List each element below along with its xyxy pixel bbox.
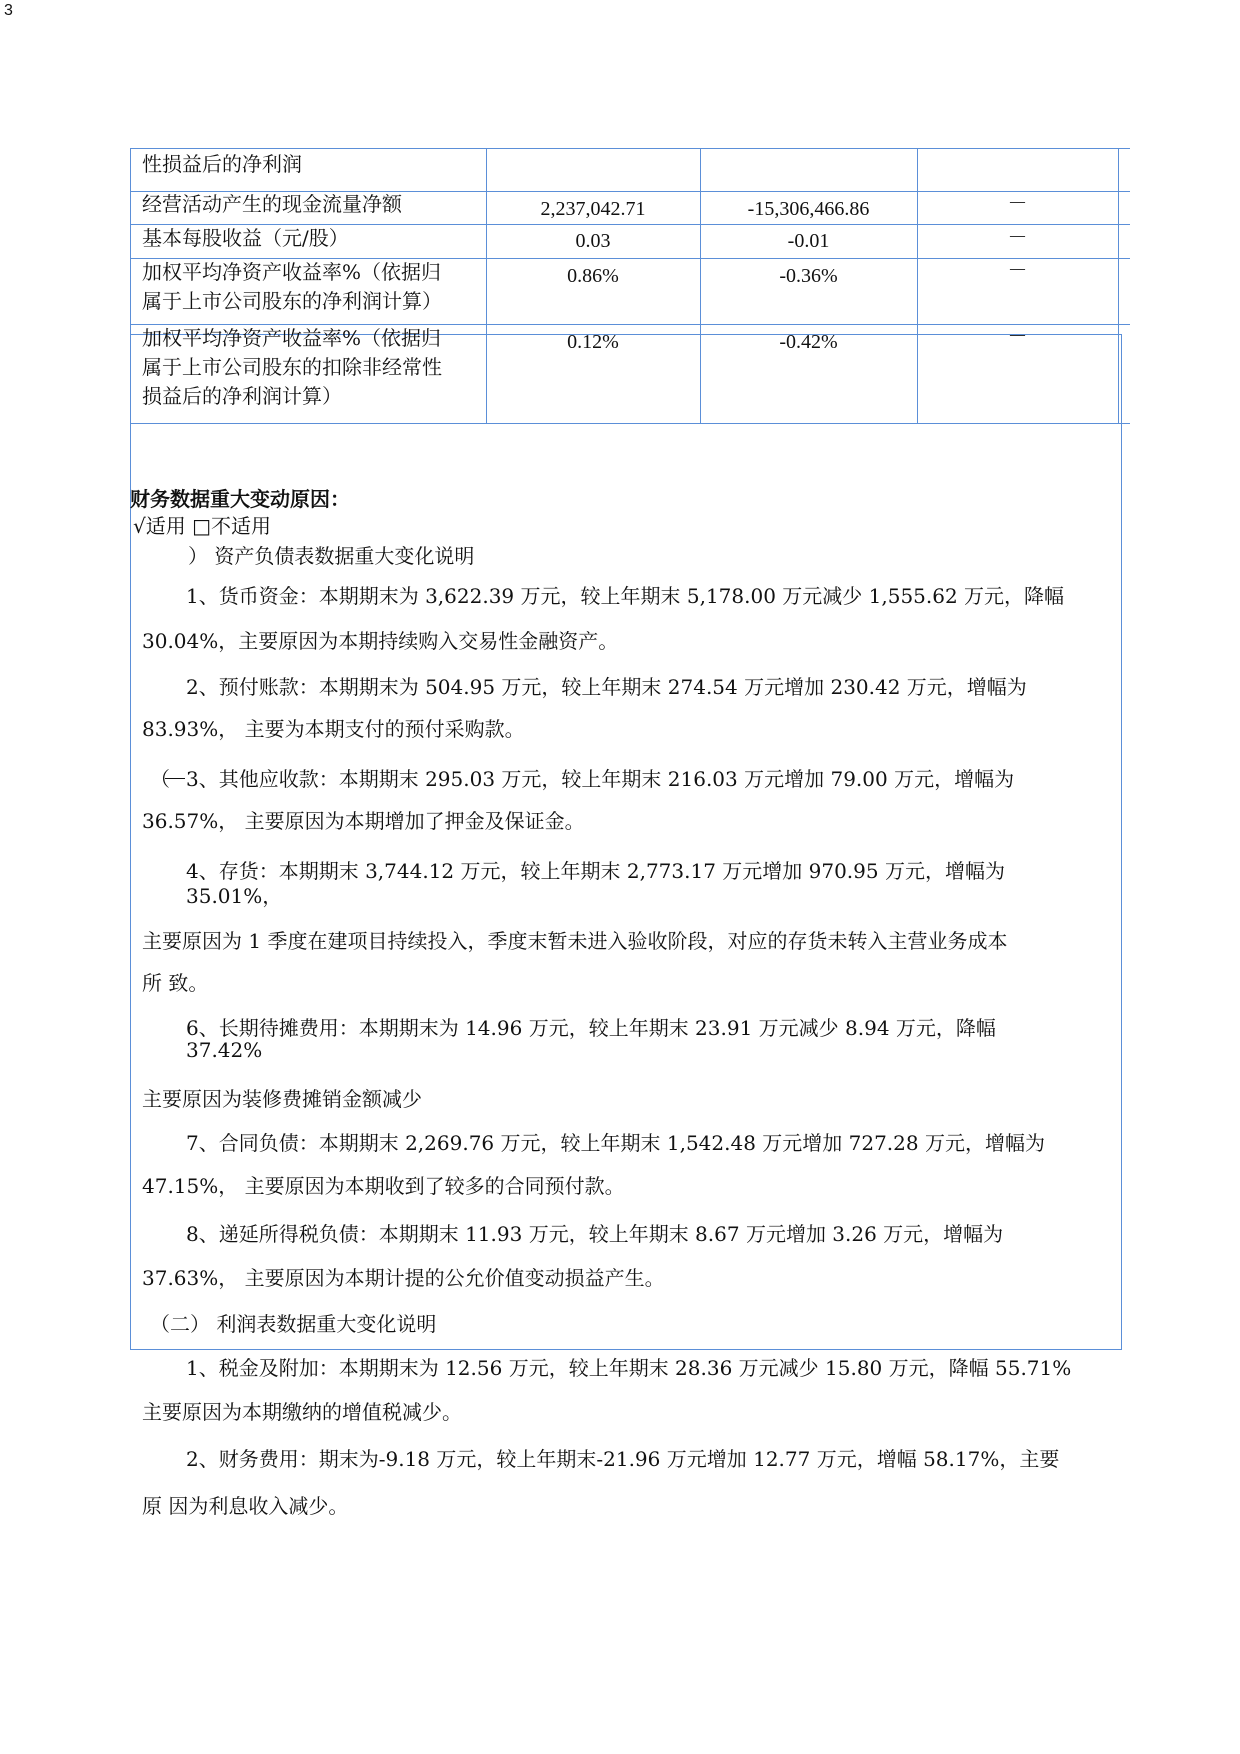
item-line: 6、长期待摊费用：本期期末为 14.96 万元，较上年期末 23.91 万元减少 8.94 万元，降幅 bbox=[186, 1016, 996, 1040]
cell-current: 0.86% bbox=[567, 265, 619, 287]
item-line: 主要原因为 1 季度在建项目持续投入，季度末暂未进入验收阶段，对应的存货未转入主营业务成本 bbox=[142, 929, 1008, 953]
row-label: 加权平均净资产收益率%（依据归 bbox=[142, 260, 442, 284]
cell-current: 0.03 bbox=[575, 230, 611, 252]
item-line: 1、货币资金：本期期末为 3,622.39 万元，较上年期末 5,178.00 万元减少 1,555.62 万元，降幅 bbox=[186, 584, 1065, 608]
row-label: 经营活动产生的现金流量净额 bbox=[142, 192, 402, 216]
dash-mark bbox=[165, 778, 185, 779]
item-line: 83.93%， 主要为本期支付的预付采购款。 bbox=[142, 717, 525, 741]
item-line: 主要原因为装修费摊销金额减少 bbox=[142, 1087, 422, 1111]
cell-change: － bbox=[1007, 227, 1028, 249]
item-prefix: （ bbox=[150, 767, 170, 791]
row-label: 属于上市公司股东的扣除非经常性 bbox=[142, 355, 442, 379]
row-label: 基本每股收益（元/股） bbox=[142, 226, 349, 250]
item-line: 2、财务费用：期末为-9.18 万元，较上年期末-21.96 万元增加 12.77 万元，增幅 58.17%，主要 bbox=[186, 1447, 1060, 1471]
section-heading: 财务数据重大变动原因： bbox=[130, 487, 350, 511]
item-line: 主要原因为本期缴纳的增值税减少。 bbox=[142, 1400, 462, 1424]
item-line: 8、递延所得税负债：本期期末 11.93 万元，较上年期末 8.67 万元增加 3.26 万元，增幅为 bbox=[186, 1222, 1004, 1246]
item-line: 37.42% bbox=[186, 1038, 263, 1062]
cell-previous: -0.36% bbox=[779, 265, 838, 287]
row-label: 性损益后的净利润 bbox=[142, 152, 302, 176]
cell-previous: -0.01 bbox=[787, 230, 830, 252]
cell-change: － bbox=[1007, 326, 1028, 348]
subsection-title-balance-sheet: ） 资产负债表数据重大变化说明 bbox=[188, 544, 475, 568]
cell-previous: -15,306,466.86 bbox=[747, 198, 870, 220]
cell-change: － bbox=[1007, 260, 1028, 282]
subsection-title-income: （二） 利润表数据重大变化说明 bbox=[150, 1312, 437, 1336]
page-number: 3 bbox=[4, 2, 13, 19]
row-label: 加权平均净资产收益率%（依据归 bbox=[142, 326, 442, 350]
cell-change: － bbox=[1007, 193, 1028, 215]
item-line: 4、存货：本期期末 3,744.12 万元，较上年期末 2,773.17 万元增加 970.95 万元，增幅为 bbox=[186, 859, 1005, 883]
item-line: 原 因为利息收入减少。 bbox=[142, 1494, 349, 1518]
row-label: 属于上市公司股东的净利润计算） bbox=[142, 289, 442, 313]
item-line: 1、税金及附加：本期期末为 12.56 万元，较上年期末 28.36 万元减少 15.80 万元，降幅 55.71% bbox=[186, 1356, 1072, 1380]
cell-current: 0.12% bbox=[567, 331, 619, 353]
cell-previous: -0.42% bbox=[779, 331, 838, 353]
applicability-checkbox: √适用 □不适用 bbox=[133, 514, 271, 538]
item-line: 35.01%， bbox=[186, 884, 283, 908]
item-line: 所 致。 bbox=[142, 971, 209, 995]
item-line: 30.04%，主要原因为本期持续购入交易性金融资产。 bbox=[142, 629, 619, 653]
item-line: 2、预付账款：本期期末为 504.95 万元，较上年期末 274.54 万元增加 230.42 万元，增幅为 bbox=[186, 675, 1027, 699]
row-label: 损益后的净利润计算） bbox=[142, 384, 342, 408]
item-line: 36.57%， 主要原因为本期增加了押金及保证金。 bbox=[142, 809, 585, 833]
item-line: 47.15%， 主要原因为本期收到了较多的合同预付款。 bbox=[142, 1174, 625, 1198]
item-line: 37.63%， 主要原因为本期计提的公允价值变动损益产生。 bbox=[142, 1266, 665, 1290]
item-line: 7、合同负债：本期期末 2,269.76 万元，较上年期末 1,542.48 万元增加 727.28 万元，增幅为 bbox=[186, 1131, 1045, 1155]
item-line: 3、其他应收款：本期期末 295.03 万元，较上年期末 216.03 万元增加 79.00 万元，增幅为 bbox=[186, 767, 1015, 791]
cell-current: 2,237,042.71 bbox=[540, 198, 646, 220]
